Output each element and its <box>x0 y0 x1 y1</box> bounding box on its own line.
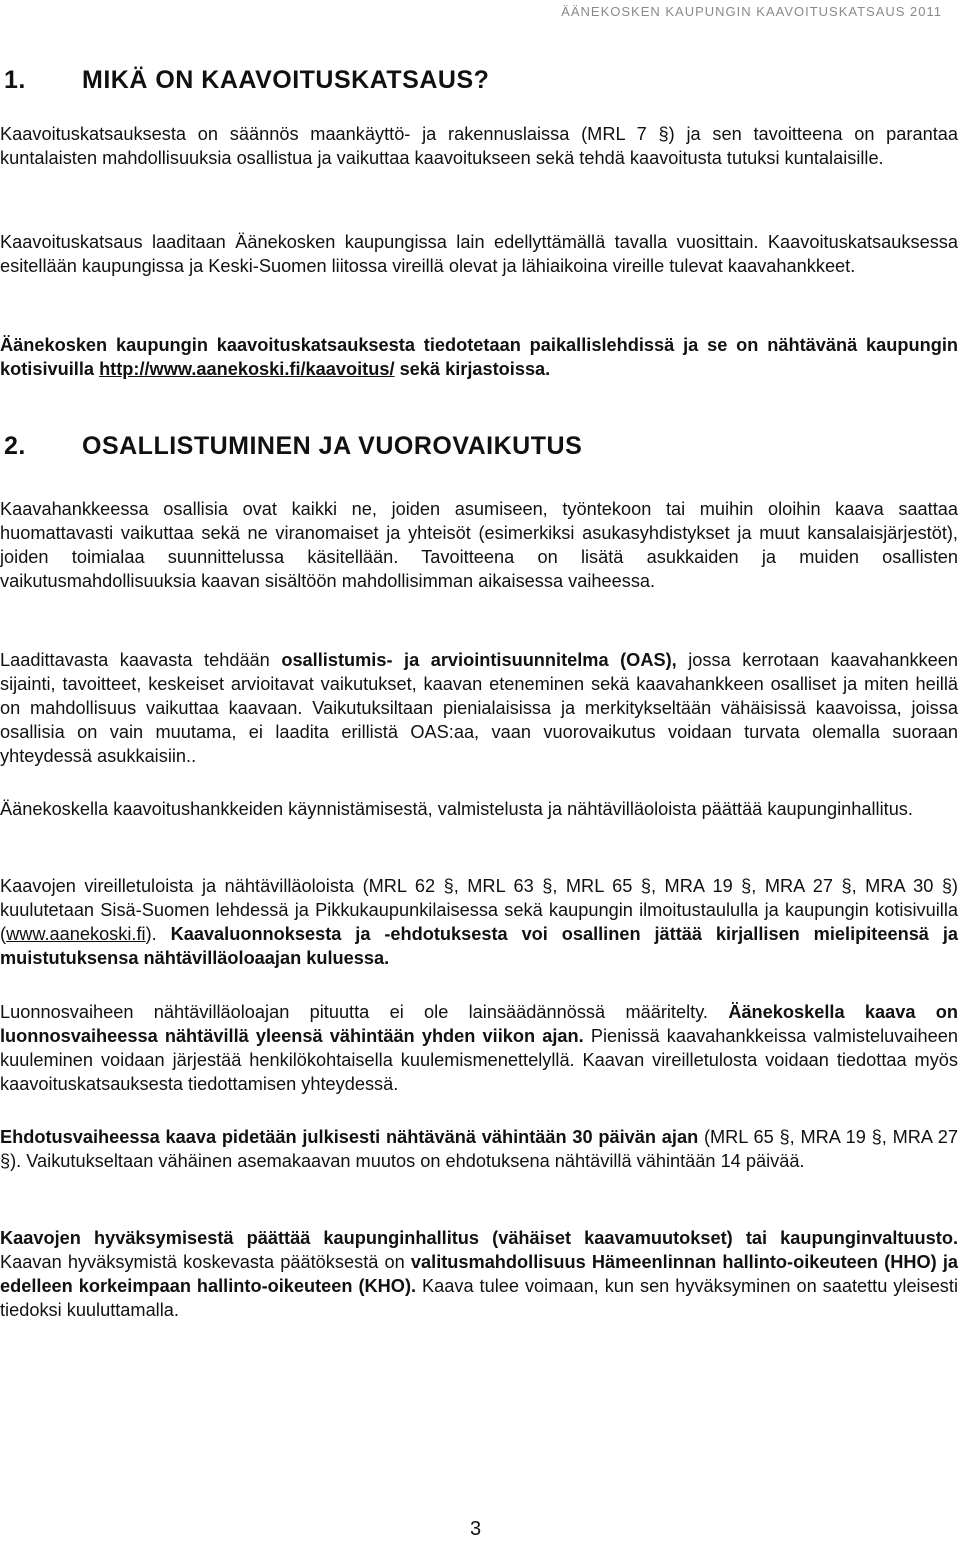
section-2-paragraph-6 <box>0 1125 958 1173</box>
p7-bold-1: Kaavojen hyväksymisestä päättää kaupunginhallitus (vähäiset kaavamuutokset) tai kaupunginvaltuusto. <box>0 1228 958 1248</box>
p3-text-a: Äänekosken kaupungin kaavoituskatsauksesta tiedotetaan paikallislehdissä ja se on nähtävänä kaupungin kotisivuilla <box>0 335 958 379</box>
section-1-paragraph-2: Kaavoituskatsaus laaditaan Äänekosken kaupungissa lain edellyttämällä tavalla vuosittain. Kaavoituskatsauksessa esitellään kaupungissa ja Keski-Suomen liitossa vireillä olevat ja lähiaikoina vireille tulevat kaavahankkeet. <box>0 232 958 276</box>
section-2-number: 2. <box>4 432 26 460</box>
section-2-title: OSALLISTUMINEN JA VUOROVAIKUTUS <box>82 432 583 460</box>
section-1-heading <box>4 66 489 95</box>
p7-text-a: Kaavan hyväksymistä koskevasta päätöksestä on <box>0 1252 411 1272</box>
section-1-number: 1. <box>4 66 26 94</box>
p4-bold: Kaavaluonnoksesta ja -ehdotuksesta voi osallinen jättää kirjallisen mielipiteensä ja muistutuksensa nähtävilläoloaajan kuluessa. <box>0 924 958 968</box>
p6-text-a: (MRL 65 §, MRA 19 §, MRA 27 §). Vaikutukseltaan vähäinen asemakaavan muutos on ehdotuksena nähtävillä vähintään 14 päivää. <box>0 1127 958 1171</box>
p5-text-b: Pienissä kaavahankkeissa valmisteluvaiheen kuuleminen voidaan järjestää henkilökohtaisella kuulemismenettelyllä. Kaavan vireilletulosta voidaan tiedottaa myös kaavoituskatsauksesta tiedottamisen yhteydessä. <box>0 1026 958 1094</box>
p6-bold: Ehdotusvaiheessa kaava pidetään julkisesti nähtävänä vähintään 30 päivän ajan <box>0 1127 699 1147</box>
section-2-paragraph-4 <box>0 874 958 970</box>
section-2-paragraph-1: Kaavahankkeessa osallisia ovat kaikki ne, joiden asumiseen, työntekoon tai muihin oloihin kaava saattaa huomattavasti vaikuttaa sekä ne viranomaiset ja yhteisöt (esimerkiksi asukasyhdistykset ja muut kansalaisjärjestöt), joiden toimialaa suunnittelussa käsitellään. Tavoitteena on lisätä asukkaiden ja muiden osallisten vaikutusmahdollisuuksia kaavan sisältöön mahdollisimman aikaisessa vaiheessa. <box>0 499 958 591</box>
p7-text-b: Kaava tulee voimaan, kun sen hyväksyminen on saatettu yleisesti tiedoksi kuuluttamalla. <box>0 1276 958 1320</box>
section-2-paragraph-5 <box>0 1000 958 1096</box>
kaavoitus-link[interactable]: http://www.aanekoski.fi/kaavoitus/ <box>99 359 395 379</box>
p2-text-b: jossa kerrotaan kaavahankkeen sijainti, tavoitteet, keskeiset arvioitavat vaikutukset, kaavan eteneminen sekä kaavahankkeen osalliset ja miten heillä on mahdollisuus vaikuttaa kaavaan. Vaikutuksiltaan pienialaisissa ja merkitykseltään vähäisissä kaavoissa, joissa osallisia on vain muutama, ei laadita erillistä OAS:aa, vaan vuorovaikutus voidaan turvata olemalla suoraan yhteydessä asukkaisiin.. <box>0 650 958 766</box>
section-1-paragraph-3 <box>0 333 958 381</box>
running-header: ÄÄNEKOSKEN KAUPUNGIN KAAVOITUSKATSAUS 2011 <box>561 4 942 19</box>
page-number: 3 <box>470 1518 482 1540</box>
section-2-paragraph-7 <box>0 1226 958 1322</box>
section-2-paragraph-2 <box>0 648 958 768</box>
p2-text-a: Laadittavasta kaavasta tehdään <box>0 650 282 670</box>
section-1-title: MIKÄ ON KAAVOITUSKATSAUS? <box>82 66 490 94</box>
aanekoski-link[interactable]: www.aanekoski.fi <box>6 924 146 944</box>
p5-text-a: Luonnosvaiheen nähtävilläoloajan pituutta ei ole lainsäädännössä määritelty. <box>0 1002 729 1022</box>
section-1-paragraph-1: Kaavoituskatsauksesta on säännös maankäyttö- ja rakennuslaissa (MRL 7 §) ja sen tavoitteena on parantaa kuntalaisten mahdollisuuksia osallistua ja vaikuttaa kaavoitukseen sekä tehdä kaavoitusta tutuksi kuntalaisille. <box>0 124 958 168</box>
section-2-heading <box>4 432 582 461</box>
p5-bold: Äänekoskella kaava on luonnosvaiheessa nähtävillä yleensä vähintään yhden viikon ajan. <box>0 1002 958 1046</box>
p3-text-b: sekä kirjastoissa. <box>394 359 551 379</box>
p4-text-b: ). <box>145 924 171 944</box>
p4-text-a: Kaavojen vireilletuloista ja nähtävilläoloista (MRL 62 §, MRL 63 §, MRL 65 §, MRA 19 §, MRA 27 §, MRA 30 §) kuulutetaan Sisä-Suomen lehdessä ja Pikkukaupunkilaisessa sekä kaupungin ilmoitustaululla ja kaupungin kotisivuilla ( <box>0 876 958 944</box>
p7-bold-2: valitusmahdollisuus Hämeenlinnan hallinto-oikeuteen (HHO) ja edelleen korkeimpaan hallinto-oikeuteen (KHO). <box>0 1252 958 1296</box>
section-2-paragraph-3: Äänekoskella kaavoitushankkeiden käynnistämisestä, valmistelusta ja nähtävilläoloista päättää kaupunginhallitus. <box>0 799 913 819</box>
oas-bold: osallistumis- ja arviointisuunnitelma (OAS), <box>281 650 677 670</box>
